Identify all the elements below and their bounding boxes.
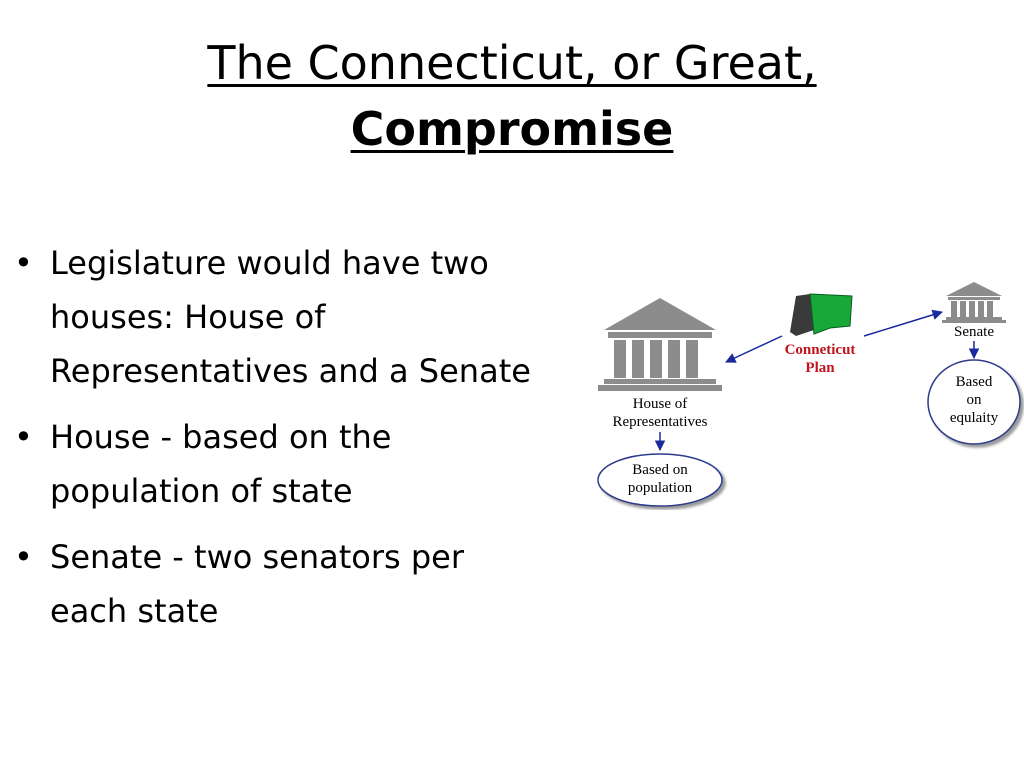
compromise-diagram: [590, 280, 1024, 510]
plan-label-line-2: Plan: [805, 360, 835, 376]
plan-label-line-1: Conneticut: [784, 342, 856, 358]
arrow-plan-to-senate: [864, 312, 942, 336]
bullet-item-legislature: • Legislature would have two houses: House of Representatives and a Senate: [10, 236, 550, 398]
house-label-line-2: Representatives: [612, 414, 708, 430]
bullet-item-senate: • Senate - two senators per each state: [10, 530, 550, 638]
title-line-1: The Connecticut, or Great,: [207, 36, 817, 90]
title-line-2: Compromise: [350, 102, 674, 156]
house-label-line-1: House of: [632, 396, 688, 412]
arrow-plan-to-house: [726, 336, 782, 362]
senate-basis-line-2: on: [966, 392, 982, 408]
connecticut-state-icon: [790, 294, 852, 336]
slide-title: [0, 30, 1024, 162]
senate-basis-line-1: Based: [955, 374, 993, 390]
senate-building-icon: [942, 282, 1006, 323]
house-basis-line-2: population: [627, 480, 693, 496]
bullet-list: [10, 236, 550, 650]
house-basis-line-1: Based on: [632, 462, 688, 478]
house-building-icon: [598, 298, 722, 391]
bullet-item-house: • House - based on the population of state: [10, 410, 550, 518]
senate-basis-line-3: equlaity: [949, 410, 999, 426]
senate-label: Senate: [954, 324, 994, 340]
